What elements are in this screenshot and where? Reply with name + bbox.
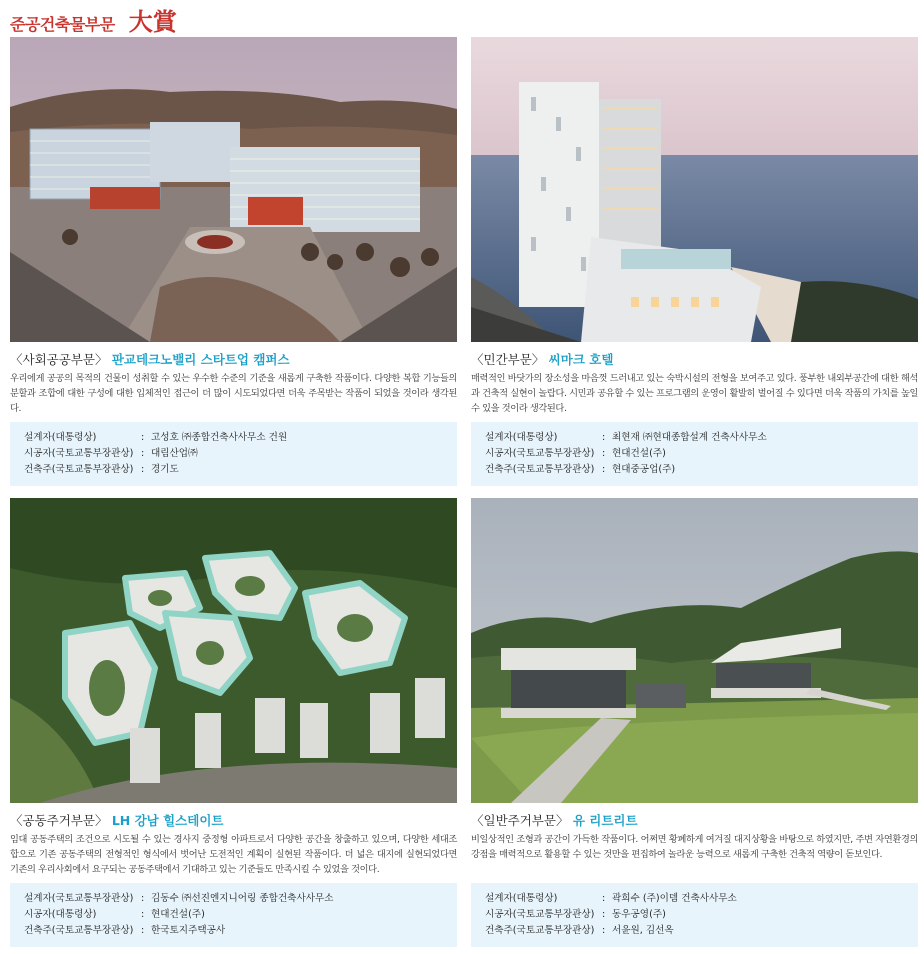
credit-row	[24, 891, 443, 907]
credit-role: 건축주(국토교통부장관상)	[24, 925, 134, 936]
credit-separator: :	[141, 909, 145, 920]
credit-row	[485, 891, 904, 907]
card-category: 〈일반주거부문〉	[471, 813, 569, 828]
credit-role: 건축주(국토교통부장관상)	[485, 464, 595, 475]
credits-box	[471, 883, 918, 947]
card-name: 유 리트리트	[572, 813, 638, 828]
credit-row	[24, 907, 443, 923]
credit-value: 최현재 ㈜현대종합설계 건축사사무소	[612, 432, 767, 443]
credit-role: 시공자(대통령상)	[24, 909, 97, 920]
credit-value: 서윤원, 김선옥	[612, 925, 674, 936]
card-title	[471, 811, 918, 829]
credit-role: 건축주(국토교통부장관상)	[485, 925, 595, 936]
credit-role: 시공자(국토교통부장관상)	[485, 448, 595, 459]
credit-row	[24, 430, 443, 446]
page-header	[10, 2, 177, 36]
credit-value: 곽희수 (주)이뎀 건축사사무소	[612, 893, 737, 904]
credit-separator: :	[141, 432, 145, 443]
credits-box	[10, 883, 457, 947]
credit-row	[485, 923, 904, 939]
credit-row	[24, 923, 443, 939]
startup-campus-photo	[10, 37, 457, 342]
credit-value: 경기도	[151, 464, 179, 475]
card-category: 〈민간부문〉	[471, 352, 545, 367]
card-name: LH 강남 힐스테이트	[111, 813, 224, 828]
credit-row	[24, 462, 443, 478]
credit-separator: :	[602, 464, 606, 475]
credit-value: 김동수 ㈜선진엔지니어링 종합건축사사무소	[151, 893, 334, 904]
credit-separator: :	[141, 893, 145, 904]
lh-gangnam-hillstate-photo	[10, 498, 457, 803]
credit-separator: :	[602, 925, 606, 936]
card-title	[471, 350, 918, 368]
credit-separator: :	[141, 925, 145, 936]
credit-separator: :	[141, 448, 145, 459]
card-title	[10, 811, 457, 829]
credit-row	[485, 462, 904, 478]
credit-value: 동우공영(주)	[612, 909, 666, 920]
credit-value: 한국토지주택공사	[151, 925, 226, 936]
credit-separator: :	[602, 893, 606, 904]
credit-separator: :	[602, 909, 606, 920]
award-title: 大賞	[128, 7, 177, 36]
card-name: 판교테크노밸리 스타트업 캠퍼스	[111, 352, 290, 367]
credit-value: 현대건설(주)	[612, 448, 666, 459]
card-description: 매력적인 바닷가의 장소성을 마음껏 드러내고 있는 숙박시설의 전형을 보여주고 있다. 풍부한 내외부공간에 대한 해석과 건축적 실현이 놀랍다. 시민과 공유할 수 있는 프로그램의 운영이 활발히 벌어질 수 있다면 더욱 작품의 가치를 높일 수 있을 것이라 생각된다.	[471, 373, 918, 414]
card-title	[10, 350, 457, 368]
credit-role: 시공자(국토교통부장관상)	[24, 448, 134, 459]
credit-separator: :	[141, 464, 145, 475]
credit-role: 설계자(대통령상)	[24, 432, 97, 443]
card-name: 씨마크 호텔	[548, 352, 614, 367]
credit-value: 현대중공업(주)	[612, 464, 676, 475]
credit-separator: :	[602, 448, 606, 459]
credit-role: 설계자(국토교통부장관상)	[24, 893, 134, 904]
card-category: 〈사회공공부문〉	[10, 352, 108, 367]
credit-row	[485, 907, 904, 923]
seamarq-hotel-photo	[471, 37, 918, 342]
credits-box	[10, 422, 457, 486]
credit-value: 대림산업㈜	[151, 448, 198, 459]
credit-role: 건축주(국토교통부장관상)	[24, 464, 134, 475]
u-retreat-photo	[471, 498, 918, 803]
credit-row	[485, 430, 904, 446]
credit-role: 설계자(대통령상)	[485, 432, 558, 443]
card-description: 비일상적인 조형과 공간이 가득한 작품이다. 어쩌면 황폐하게 여겨질 대지상황을 바탕으로 하였지만, 주변 자연환경의 강점을 매력적으로 활용할 수 있는 것만을 편집하여 놀라운 능력으로 새롭게 구축한 건축적 역량이 돋보인다.	[471, 834, 918, 860]
credit-row	[485, 446, 904, 462]
credit-role: 시공자(국토교통부장관상)	[485, 909, 595, 920]
credit-separator: :	[602, 432, 606, 443]
card-description: 우리에게 공공의 목적의 건물이 성취할 수 있는 우수한 수준의 기준을 새롭게 구축한 작품이다. 다양한 복합 기능들의 분할과 조합에 대한 구성에 대한 입체적인 접근이 더 많이 시도되었다면 더욱 주목받는 작품이 되었을 것이라 생각된다.	[10, 373, 457, 414]
credit-value: 고성호 ㈜종합건축사사무소 건원	[151, 432, 288, 443]
credit-role: 설계자(대통령상)	[485, 893, 558, 904]
section-title: 준공건축물부문	[10, 15, 115, 34]
credits-box	[471, 422, 918, 486]
credit-row	[24, 446, 443, 462]
card-description: 임대 공동주택의 조건으로 시도될 수 있는 경사지 중정형 아파트로서 다양한 공간을 창출하고 있으며, 다양한 세대조합으로 기존 공동주택의 전형적인 형식에서 벗어난 도전적인 계획이 실현된 작품이다. 더 넓은 대지에 실현되었다면 기존의 우리사회에서 요구되는 공동주택에서 기대하고 있는 기준들도 만족시킬 수 있었을 것이다.	[10, 834, 457, 875]
card-category: 〈공동주거부문〉	[10, 813, 108, 828]
credit-value: 현대건설(주)	[151, 909, 205, 920]
